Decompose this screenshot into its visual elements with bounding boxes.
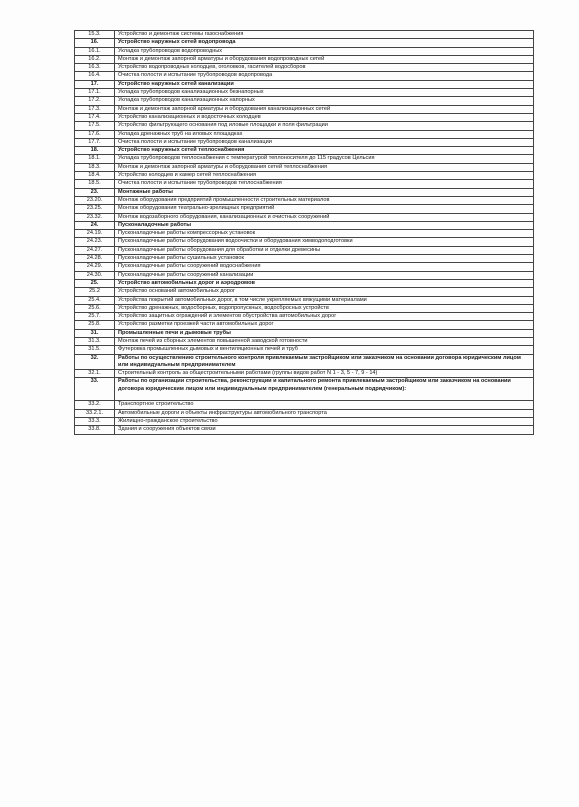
- row-number: 25.8.: [75, 321, 115, 329]
- row-text: Устройство защитных ограждений и элементов обустройства автомобильных дорог: [115, 313, 534, 321]
- table-row: [75, 39, 534, 47]
- row-text: Очистка полости и испытание трубопроводов теплоснабжения: [115, 180, 534, 188]
- table-row: [75, 246, 534, 254]
- table-row: [75, 337, 534, 345]
- table-row: [75, 426, 534, 434]
- row-text: Монтаж и демонтаж запорной арматуры и оборудования водопроводных сетей: [115, 55, 534, 63]
- table-row: [75, 31, 534, 39]
- table-row: [75, 321, 534, 329]
- table-row: [75, 147, 534, 155]
- table-row: [75, 296, 534, 304]
- row-number: 16.4.: [75, 72, 115, 80]
- row-text: Устройство и демонтаж системы газоснабжения: [115, 31, 534, 39]
- row-text: Пусконаладочные работы сооружений канализации: [115, 271, 534, 279]
- row-text: Устройство наружных сетей теплоснабжения: [115, 147, 534, 155]
- table-row: [75, 263, 534, 271]
- row-number: 17.: [75, 80, 115, 88]
- row-number: 23.: [75, 188, 115, 196]
- table-row: [75, 130, 534, 138]
- table-row: [75, 188, 534, 196]
- row-text: Работы по организации строительства, реконструкции и капитального ремонта привлекаемым застройщиком или заказчиком на основании договора юридическим лицом или индивидуальным предпринимателем (генеральным подрядчиком):: [115, 378, 534, 401]
- row-number: 16.1.: [75, 47, 115, 55]
- row-number: 24.29.: [75, 263, 115, 271]
- row-number: 24.: [75, 221, 115, 229]
- row-number: 18.: [75, 147, 115, 155]
- row-number: 32.1.: [75, 370, 115, 378]
- row-text: Монтажные работы: [115, 188, 534, 196]
- row-text: Устройство наружных сетей канализации: [115, 80, 534, 88]
- row-number: 15.3.: [75, 31, 115, 39]
- row-number: 24.30.: [75, 271, 115, 279]
- table-row: [75, 313, 534, 321]
- row-text: Работы по осуществлению строительного контроля привлекаемым застройщиком или заказчиком на основании договора юридическим лицом или индивидуальным предпринимателем: [115, 354, 534, 370]
- table-row: [75, 172, 534, 180]
- table-row: [75, 113, 534, 121]
- row-text: Монтаж водозаборного оборудования, канализационных и очистных сооружений: [115, 213, 534, 221]
- row-number: 24.27.: [75, 246, 115, 254]
- row-text: Очистка полости и испытание трубопроводов водопровода: [115, 72, 534, 80]
- table-row: [75, 138, 534, 146]
- row-text: Устройство разметки проезжей части автомобильных дорог: [115, 321, 534, 329]
- row-text: Устройство оснований автомобильных дорог: [115, 288, 534, 296]
- row-text: Устройство фильтрующего основания под иловые площадки и поля фильтрации: [115, 122, 534, 130]
- row-text: Монтаж и демонтаж запорной арматуры и оборудования канализационных сетей: [115, 105, 534, 113]
- table-row: [75, 205, 534, 213]
- table-row: [75, 230, 534, 238]
- table-row: [75, 304, 534, 312]
- row-text: Строительный контроль за общестроительными работами (группы видов работ N 1 - 3, 5 - 7, 9 - 14): [115, 370, 534, 378]
- row-number: 17.1.: [75, 89, 115, 97]
- row-number: 23.32.: [75, 213, 115, 221]
- row-text: Пусконаладочные работы компрессорных установок: [115, 230, 534, 238]
- row-text: Укладка трубопроводов канализационных напорных: [115, 97, 534, 105]
- row-number: 23.20.: [75, 196, 115, 204]
- table-row: [75, 329, 534, 337]
- row-number: 25.7.: [75, 313, 115, 321]
- row-text: Устройства покрытий автомобильных дорог, в том числе укрепляемых вяжущими материалами: [115, 296, 534, 304]
- table-row: [75, 271, 534, 279]
- table-row: [75, 354, 534, 370]
- table-row: [75, 255, 534, 263]
- table-row: [75, 97, 534, 105]
- row-text: Очистка полости и испытание трубопроводов канализации: [115, 138, 534, 146]
- row-text: Пусконаладочные работы оборудования для обработки и отделки древесины: [115, 246, 534, 254]
- row-number: 25.4.: [75, 296, 115, 304]
- row-number: 33.3.: [75, 417, 115, 425]
- row-text: Устройство колодцев и камер сетей теплоснабжения: [115, 172, 534, 180]
- row-number: 17.6.: [75, 130, 115, 138]
- row-text: Укладка трубопроводов канализационных безнапорных: [115, 89, 534, 97]
- row-text: Монтаж оборудования театрально-зрелищных предприятий: [115, 205, 534, 213]
- row-number: 18.1.: [75, 155, 115, 163]
- row-text: Укладка трубопроводов теплоснабжения с температурой теплоносителя до 115 градусов Цельсия: [115, 155, 534, 163]
- row-number: 17.4.: [75, 113, 115, 121]
- row-text: Жилищно-гражданское строительство: [115, 417, 534, 425]
- row-text: Устройство канализационных и водосточных колодцев: [115, 113, 534, 121]
- table-row: [75, 47, 534, 55]
- row-text: Пусконаладочные работы сушильных установок: [115, 255, 534, 263]
- row-number: 33.2.: [75, 401, 115, 409]
- row-text: Устройство наружных сетей водопровода: [115, 39, 534, 47]
- row-number: 16.2.: [75, 55, 115, 63]
- table-row: [75, 221, 534, 229]
- row-number: 16.: [75, 39, 115, 47]
- table-row: [75, 370, 534, 378]
- row-text: Укладка трубопроводов водопроводных: [115, 47, 534, 55]
- table-row: [75, 89, 534, 97]
- row-text: Пусконаладочные работы: [115, 221, 534, 229]
- row-number: 24.23.: [75, 238, 115, 246]
- row-number: 31.3.: [75, 337, 115, 345]
- row-number: 18.4.: [75, 172, 115, 180]
- row-text: Здания и сооружения объектов связи: [115, 426, 534, 434]
- table-row: [75, 163, 534, 171]
- row-text: Пусконаладочные работы сооружений водоснабжения: [115, 263, 534, 271]
- row-number: 16.3.: [75, 64, 115, 72]
- table-row: [75, 401, 534, 409]
- row-number: 25.2: [75, 288, 115, 296]
- work-types-table: [74, 30, 534, 435]
- table-row: [75, 122, 534, 130]
- row-number: 32.: [75, 354, 115, 370]
- row-text: Устройство водопроводных колодцев, оголовков, гасителей водосборов: [115, 64, 534, 72]
- table-row: [75, 64, 534, 72]
- row-number: 17.2.: [75, 97, 115, 105]
- row-number: 23.25.: [75, 205, 115, 213]
- table-row: [75, 105, 534, 113]
- row-text: Промышленные печи и дымовые трубы: [115, 329, 534, 337]
- row-text: Транспортное строительство: [115, 401, 534, 409]
- table-row: [75, 378, 534, 401]
- table-row: [75, 55, 534, 63]
- row-number: 17.7.: [75, 138, 115, 146]
- row-text: Футеровка промышленных дымовых и вентиляционных печей и труб: [115, 346, 534, 354]
- row-number: 25.6.: [75, 304, 115, 312]
- table-row: [75, 417, 534, 425]
- row-number: 24.28.: [75, 255, 115, 263]
- table-row: [75, 196, 534, 204]
- row-number: 17.5.: [75, 122, 115, 130]
- table-row: [75, 409, 534, 417]
- table-row: [75, 238, 534, 246]
- row-number: 17.3.: [75, 105, 115, 113]
- row-number: 33.2.1.: [75, 409, 115, 417]
- row-number: 25.: [75, 279, 115, 287]
- row-text: Устройство автомобильных дорог и аэродромов: [115, 279, 534, 287]
- row-text: Укладка дренажных труб на иловых площадках: [115, 130, 534, 138]
- row-number: 33.: [75, 378, 115, 401]
- table-row: [75, 288, 534, 296]
- row-number: 24.19.: [75, 230, 115, 238]
- row-number: 31.5.: [75, 346, 115, 354]
- row-number: 18.5.: [75, 180, 115, 188]
- row-text: Монтаж оборудования предприятий промышленности строительных материалов: [115, 196, 534, 204]
- row-text: Устройство дренажных, водосборных, водопропускных, водосбросных устройств: [115, 304, 534, 312]
- table-row: [75, 155, 534, 163]
- table-row: [75, 72, 534, 80]
- row-text: Автомобильные дороги и объекты инфраструктуры автомобильного транспорта: [115, 409, 534, 417]
- table-row: [75, 279, 534, 287]
- row-number: 18.3.: [75, 163, 115, 171]
- row-text: Монтаж печей из сборных элементов повышенной заводской готовности: [115, 337, 534, 345]
- row-text: Пусконаладочные работы оборудования водоочистки и оборудования химводоподготовки: [115, 238, 534, 246]
- table-row: [75, 346, 534, 354]
- row-text: Монтаж и демонтаж запорной арматуры и оборудования сетей теплоснабжения: [115, 163, 534, 171]
- table-row: [75, 213, 534, 221]
- row-number: 31.: [75, 329, 115, 337]
- row-number: 33.8.: [75, 426, 115, 434]
- table-row: [75, 80, 534, 88]
- table-row: [75, 180, 534, 188]
